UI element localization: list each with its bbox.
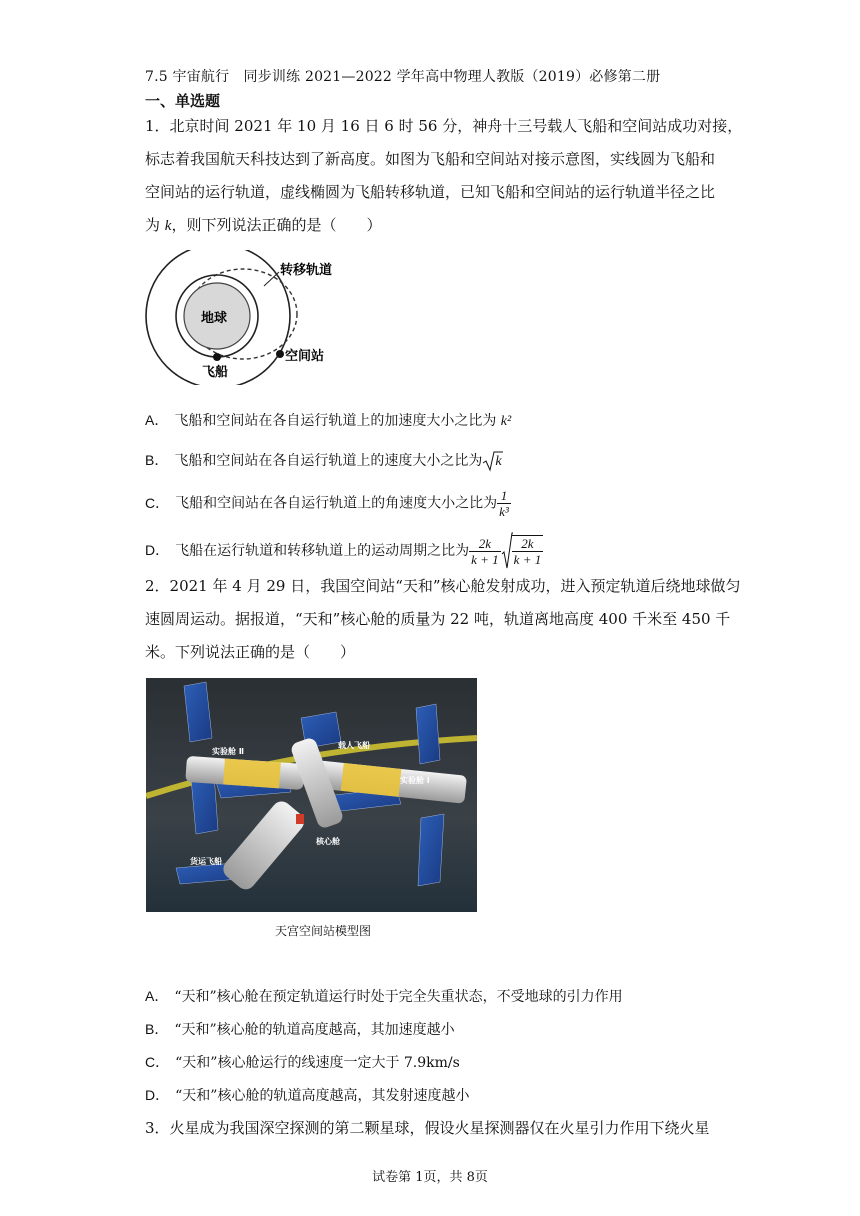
math-variable: k: [164, 218, 172, 234]
ship-dot: [213, 353, 221, 361]
option-2a[interactable]: [145, 986, 623, 1006]
option-text: “天和”核心舱运行的线速度一定大于 7.9km/s: [175, 1055, 460, 1071]
text-fragment: 为: [145, 216, 165, 234]
orbit-diagram: [140, 250, 380, 385]
option-label: B．: [145, 1021, 169, 1037]
option-2d[interactable]: [145, 1085, 469, 1105]
label-lab1: 实验舱 Ⅰ: [400, 776, 430, 785]
label-core: 核心舱: [316, 837, 340, 846]
option-text: “天和”核心舱的轨道高度越高，其发射速度越小: [175, 1088, 470, 1104]
text-line: [145, 209, 720, 243]
fraction: [469, 536, 501, 567]
earth-label: 地球: [201, 311, 228, 326]
text-line: 空间站的运行轨道，虚线椭圆为飞船转移轨道，已知飞船和空间站的运行轨道半径之比: [145, 183, 716, 201]
text-line: 米。下列说法正确的是（ ）: [145, 643, 356, 661]
math-expression: k²: [500, 414, 512, 429]
option-text: “天和”核心舱在预定轨道运行时处于完全失重状态，不受地球的引力作用: [174, 989, 623, 1005]
fraction-denominator: k + 1: [513, 552, 542, 567]
label-crew: 载人飞船: [338, 741, 370, 750]
option-label: D．: [145, 542, 170, 558]
label-cargo: 货运飞船: [190, 857, 222, 866]
option-1d[interactable]: [145, 532, 543, 570]
option-1c[interactable]: [145, 488, 511, 519]
question-3-stem: [145, 1112, 720, 1145]
option-1a[interactable]: [145, 410, 511, 430]
math-variable: k: [495, 454, 502, 469]
option-label: C．: [145, 494, 170, 511]
station-label: 空间站: [285, 349, 325, 364]
label-lab2: 实验舱 Ⅱ: [212, 747, 245, 756]
fraction: [512, 535, 544, 567]
option-label: A．: [145, 988, 169, 1004]
fraction: [497, 488, 511, 519]
fraction-numerator: 2k: [512, 536, 544, 552]
space-station-image: [146, 678, 477, 912]
page-footer: 试卷第 1页，共 8页: [372, 1170, 488, 1185]
question-2-stem: [145, 570, 741, 669]
option-text: 飞船和空间站在各自运行轨道上的速度大小之比为: [174, 453, 483, 469]
fraction-numerator: 1: [497, 488, 511, 504]
text-line: 标志着我国航天科技达到了新高度。如图为飞船和空间站对接示意图，实线圆为飞船和: [145, 150, 716, 168]
text-line: 2．2021 年 4 月 29 日，我国空间站“天和”核心舱发射成功，进入预定轨道后绕地球做匀: [145, 577, 741, 595]
option-label: C．: [145, 1054, 170, 1070]
figure-caption: 天宫空间站模型图: [275, 924, 372, 938]
option-1b[interactable]: [145, 450, 502, 472]
option-text: 飞船和空间站在各自运行轨道上的角速度大小之比为: [175, 495, 498, 512]
text-line: 1．北京时间 2021 年 10 月 16 日 6 时 56 分，神舟十三号载人飞船和空间站成功对接，: [145, 117, 743, 135]
option-label: D．: [145, 1087, 170, 1103]
text-fragment: ，则下列说法正确的是（ ）: [171, 216, 382, 234]
option-label: B．: [145, 452, 169, 468]
ship-label: 飞船: [202, 365, 229, 380]
sqrt-expression: [482, 450, 501, 472]
option-2c[interactable]: [145, 1052, 460, 1072]
option-2b[interactable]: [145, 1019, 455, 1039]
question-1-stem: [145, 110, 743, 243]
fraction-numerator: 2k: [469, 536, 501, 552]
station-dot: [276, 350, 284, 358]
document-title: 7.5 宇宙航行 同步训练 2021—2022 学年高中物理人教版（2019）必修第二册: [145, 69, 661, 85]
option-text: “天和”核心舱的轨道高度越高，其加速度越小: [174, 1022, 455, 1038]
option-text: 飞船和空间站在各自运行轨道上的加速度大小之比为: [174, 413, 501, 429]
fraction-denominator: k³: [499, 504, 509, 519]
transfer-label: 转移轨道: [280, 263, 333, 278]
fraction-denominator: k + 1: [471, 551, 499, 567]
section-heading: 一、单选题: [145, 92, 221, 110]
option-label: A．: [145, 412, 169, 428]
text-line: 3．火星成为我国深空探测的第二颗星球，假设火星探测器仅在火星引力作用下绕火星: [145, 1119, 710, 1137]
option-text: 飞船在运行轨道和转移轨道上的运动周期之比为: [175, 543, 470, 559]
text-line: 速圆周运动。据报道，“天和”核心舱的质量为 22 吨，轨道离地高度 400 千米至 450 千: [145, 610, 731, 628]
